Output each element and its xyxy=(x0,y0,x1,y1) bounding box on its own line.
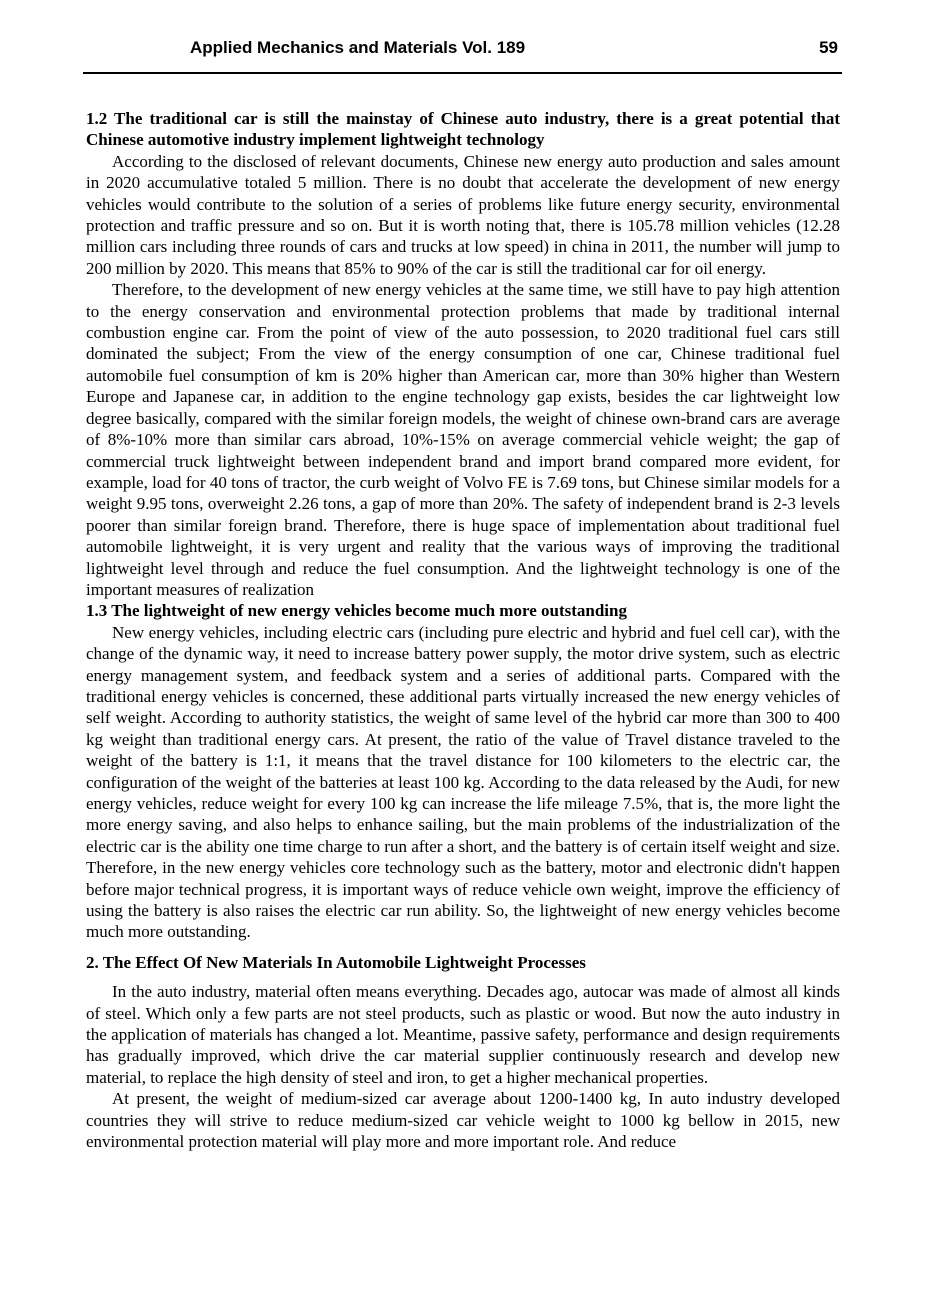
section-heading-2: 2. The Effect Of New Materials In Automobile Lightweight Processes xyxy=(86,952,586,972)
paragraph-new-energy-lightweight: New energy vehicles, including electric cars (including pure electric and hybrid and fuel cell car), with the change of the dynamic way, it need to increase battery power supply, the motor drive system, such as electric energy management system, and feedback system and a series of additional parts. Compared with the traditional energy vehicles is concerned, these additional parts virtually increased the new energy vehicles of self weight. According to authority statistics, the weight of same level of the hybrid car more than 300 to 400 kg weight than traditional energy cars. At present, the ratio of the value of Travel distance traveled to the weight of the battery is 1:1, it means that the travel distance for 100 kilometers to the electric car, the configuration of the weight of the batteries at least 100 kg. According to the data released by the Audi, for new energy vehicles, reduce weight for every 100 kg can increase the life mileage 7.5%, that is, the more light the more energy saving, and also helps to enhance sailing, but the main problems of the industrialization of the electric car is the ability one time charge to run after a short, and the battery is of certain itself weight and size. Therefore, in the new energy vehicles core technology such as the battery, motor and electronic didn't happen before major technical progress, it is important ways of reduce vehicle own weight, improve the efficiency of using the battery is also raises the electric car run ability. So, the lightweight of new energy vehicles become much more outstanding. xyxy=(86,622,840,942)
journal-title: Applied Mechanics and Materials Vol. 189 xyxy=(190,38,526,57)
paragraph-medium-sized-car-weight: At present, the weight of medium-sized car average about 1200-1400 kg, In auto industry developed countries they will strive to reduce medium-sized car vehicle weight to 1000 kg bellow in 2015, new environmental protection material will play more and more important role. And reduce xyxy=(86,1089,840,1152)
page-number: 59 xyxy=(819,38,838,57)
paragraph-materials-overview: In the auto industry, material often means everything. Decades ago, autocar was made of almost all kinds of steel. Which only a few parts are not steel products, such as plastic or wood. But now the auto industry in the application of materials has changed a lot. Meantime, passive safety, performance and design requirements has gradually improved, which drive the car material supplier continuously research and develop new material, to replace the high density of steel and iron, to get a higher mechanical properties. xyxy=(86,982,840,1087)
page-body xyxy=(86,108,840,1153)
header-rule xyxy=(83,72,842,74)
paragraph-traditional-fuel-lightweight: Therefore, to the development of new energy vehicles at the same time, we still have to pay high attention to the energy conservation and environmental protection problems that made by traditional internal combustion engine car. From the point of view of the auto possession, to 2020 traditional fuel cars still dominated the subject; From the view of the energy consumption of one car, Chinese traditional fuel automobile fuel consumption of km is 20% higher than American car, more than 30% higher than Western Europe and Japanese car, in addition to the engine technology gap exists, besides the car lightweight low degree basically, compared with the similar foreign models, the weight of chinese own-brand cars are average of 8%-10% more than similar cars abroad, 10%-15% on average commercial vehicle weight; the gap of commercial truck lightweight between independent brand and import brand compared more evident, for example, load for 40 tons of tractor, the curb weight of Volvo FE is 7.69 tons, but Chinese similar models for a weight 9.95 tons, overweight 2.26 tons, a gap of more than 20%. The safety of independent brand is 2-3 levels poorer than similar foreign brand. Therefore, there is huge space of implementation about traditional fuel automobile lightweight, it is very urgent and reality that the various ways of improving the traditional lightweight level through and reduce the fuel consumption. And the lightweight technology is one of the important measures of realization xyxy=(86,280,840,599)
section-heading-1-2: 1.2 The traditional car is still the mainstay of Chinese auto industry, there is a great potential that Chinese automotive industry implement lightweight technology xyxy=(86,109,840,150)
paragraph-production-and-sales: According to the disclosed of relevant documents, Chinese new energy auto production and sales amount in 2020 accumulative totaled 5 million. There is no doubt that accelerate the development of new energy vehicles would contribute to the solution of a series of problems like future energy security, environmental protection and traffic pressure and so on. But it is worth noting that, there is 105.78 million vehicles (12.28 million cars including three rounds of cars and trucks at low speed) in china in 2011, the number will jump to 200 million by 2020. This means that 85% to 90% of the car is still the traditional car for oil energy. xyxy=(86,151,840,278)
running-header xyxy=(86,36,840,59)
section-heading-1-3: 1.3 The lightweight of new energy vehicles become much more outstanding xyxy=(86,601,627,621)
